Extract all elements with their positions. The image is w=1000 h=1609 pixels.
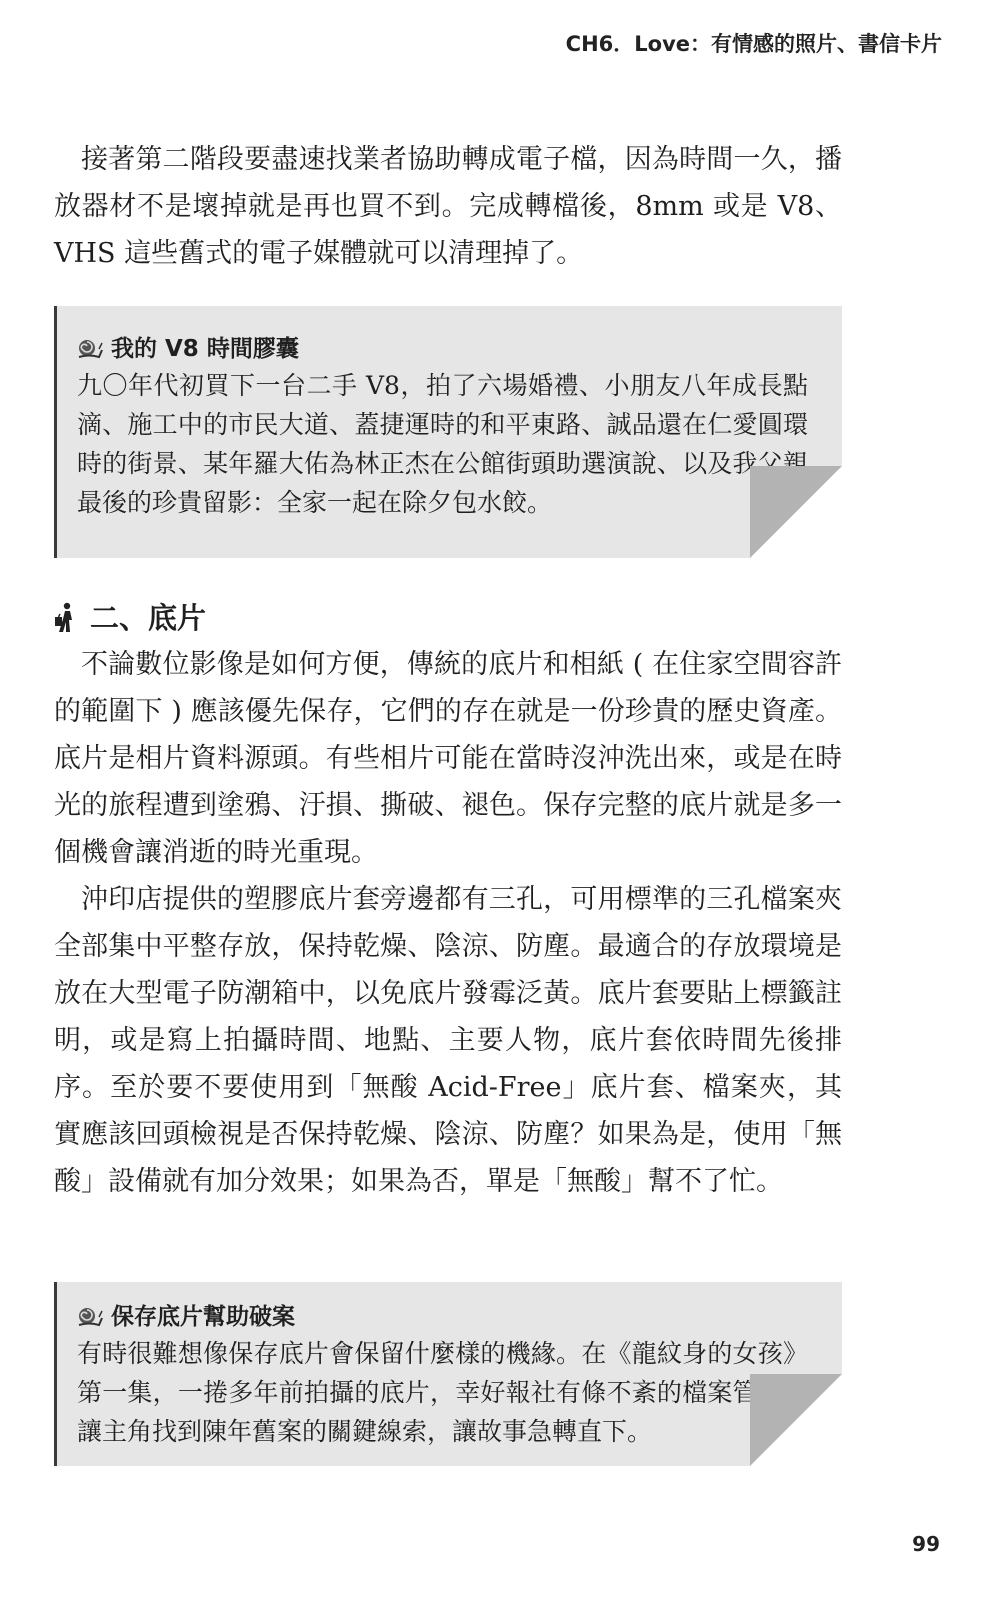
snail-icon — [77, 1305, 103, 1329]
tip-box-v8 — [54, 306, 842, 558]
tip-title: 我的 V8 時間膠囊 — [111, 336, 299, 362]
intro-paragraph: 接著第二階段要盡速找業者協助轉成電子檔，因為時間一久，播放器材不是壞掉就是再也買不到。完成轉檔後，8mm 或是 V8、VHS 這些舊式的電子媒體就可以清理掉了。 — [54, 144, 842, 269]
tip-body: 九〇年代初買下一台二手 V8，拍了六場婚禮、小朋友八年成長點滴、施工中的市民大道、蓋捷運時的和平東路、誠品還在仁愛圓環時的街景、某年羅大佑為林正杰在公館街頭助選演說、以及我父親最後的珍貴留影：全家一起在除夕包水餃。 — [77, 371, 808, 517]
page-number: 99 — [912, 1532, 940, 1556]
chapter-header: CH6．Love：有情感的照片、書信卡片 — [565, 32, 942, 56]
tip-title: 保存底片幫助破案 — [111, 1304, 295, 1330]
tip-body: 有時很難想像保存底片會保留什麼樣的機緣。在《龍紋身的女孩》第一集，一捲多年前拍攝的底片，幸好報社有條不紊的檔案管理，讓主角找到陳年舊案的關鍵線索，讓故事急轉直下。 — [77, 1339, 808, 1446]
page-fold-corner — [750, 466, 842, 558]
page-fold-corner — [750, 1374, 842, 1466]
section-title: 二、底片 — [90, 601, 207, 635]
walking-person-icon — [54, 602, 80, 634]
body-paragraph-2: 沖印店提供的塑膠底片套旁邊都有三孔，可用標準的三孔檔案夾全部集中平整存放，保持乾燥、陰涼、防塵。最適合的存放環境是放在大型電子防潮箱中，以免底片發霉泛黃。底片套要貼上標籤註明，或是寫上拍攝時間、地點、主要人物，底片套依時間先後排序。至於要不要使用到「無酸 Acid-Free」底片套、檔案夾，其實應該回頭檢視是否保持乾燥、陰涼、防塵？如果為是，使用「無酸」設備就有加分效果；如果為否，單是「無酸」幫不了忙。 — [54, 884, 842, 1197]
tip-heading-v8 — [77, 332, 820, 366]
tip-heading-negatives — [77, 1300, 820, 1334]
tip-box-negatives — [54, 1282, 842, 1466]
section-heading — [54, 598, 206, 638]
body-paragraph-1: 不論數位影像是如何方便，傳統的底片和相紙 ( 在住家空間容許的範圍下 ) 應該優先保存，它們的存在就是一份珍貴的歷史資產。底片是相片資料源頭。有些相片可能在當時沒沖洗出來，或是在時光的旅程遭到塗鴉、汙損、撕破、褪色。保存完整的底片就是多一個機會讓消逝的時光重現。 — [54, 649, 842, 868]
snail-icon — [77, 337, 103, 361]
